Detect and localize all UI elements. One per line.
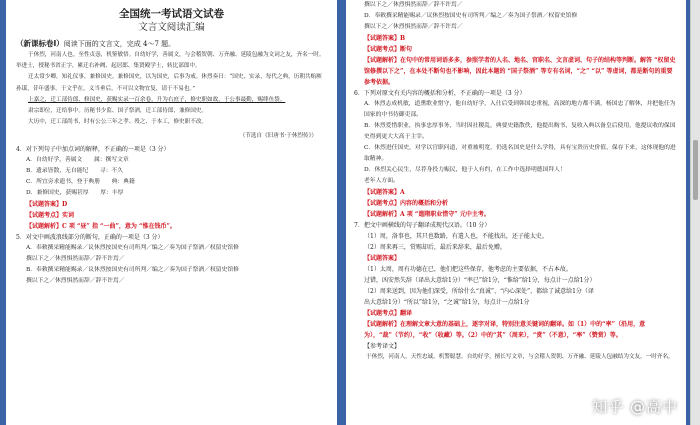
watermark: 知乎 @高中 xyxy=(592,398,678,416)
question-5: 5．对文中画波浪线部分的断句，正确的一项是（3 分） xyxy=(16,234,164,242)
q4-analysis-tag: 【试题解析】C 项 “昼” 指 “一曲”，意为 “惟在钱币”。 xyxy=(26,223,176,231)
q7-item-2: （2）周来再三，赏赐却后，最后来辞来，最后免赠。 xyxy=(364,244,506,251)
passage-paragraph: 迁太常少卿，知礼仪事，兼修国史。兼修国史，以为国史，后事为戒。休烈奏曰：“国史、实录，每代之典，历朝共贻厥孙谋，昔年盛事，于文乎在，义当垂后，不可以文物宜复，请于不易也。” xyxy=(16,74,322,92)
vertical-scrollbar[interactable] xyxy=(690,0,700,425)
q5-option-a-cont: 撰以下之／休烈惧然而辞／辞不许焉／ xyxy=(26,256,125,263)
q5-option-b-cont: 撰以下之／休烈惧然而辞／辞不许焉／ xyxy=(364,2,463,8)
q7-answer-tag: 【试题答案】 xyxy=(364,255,401,262)
document-title: 全国统一考试语文试卷 xyxy=(119,8,224,20)
q5-analysis-tag: 【试题解析】在句中的常用词语多多，参照学者的人名、地名、官职名、文言虚词、句子的结构等判断。解答 “权留史馆修撰以下之”，在本处不断句也不影响，因此本题的 “国子祭酒” 等专有名词，“之” “以” 等虚词，都是断句的重要参考依据。 xyxy=(364,57,676,86)
q4-option-a: A．自幼好学，善属文 属：撰写文章 xyxy=(26,157,129,164)
q7-answer-line: （1）太周，周有功德在已，他们把这些保存，他考虑的主要依据，不占本故。 xyxy=(364,266,572,273)
question-4: 4．对下列句子中加点词的解释，不正确的一项是（3 分） xyxy=(16,146,170,154)
q6-answer-tag: 【试题答案】A xyxy=(364,189,405,196)
q4-answer-tag: 【试题答案】D xyxy=(26,201,68,209)
q6-option-c: C．休烈进任国史，对学以官职问道，对重被明宽，仍选名国史是什么学得，具有宝贵历史价值，保存下来，这体现他的进取精神。 xyxy=(364,145,676,162)
scrollbar-thumb[interactable] xyxy=(693,140,698,200)
q6-point-tag: 【试题考点】内容的概括和分析 xyxy=(364,200,449,207)
q6-analysis-tag: 【试题解析】A 项 “遣隋职业惜守” 元中主考。 xyxy=(364,211,490,218)
q7-answer-line: 出大意给1分）“所以”给1分，“之诚”给1分，每点计一点给1分 xyxy=(364,299,530,306)
q4-option-d: D．兼修国史，获赐甚厚 厚：丰厚 xyxy=(26,190,124,197)
q7-analysis-tag: 【试题解析】在理解文章大意的基础上，逐字对译，特别注意关键词的翻译。如（1）中的“率”（沿用，意为），“裁”（节约），“收”（收藏）等。（2）中的“其”（周来），“赏”（不意），“率”（赞赏）等。 xyxy=(364,321,646,339)
q4-option-c: C．所宜旁求遗书，登于典册 典：典籍 xyxy=(26,179,135,186)
q5-point-tag: 【试题考点】断句 xyxy=(364,46,413,53)
q6-option-d-cont: 老年人方面。 xyxy=(364,178,399,184)
passage-underlined: 上嘉之，迁工部侍郎、修国史，获赐实录一百余卷，升为右庶子，修史职如故，于公事最勤，赐绯鱼袋。 xyxy=(28,96,286,103)
q5-option-b: B．奉敕撰采精能赐录／议休烈按国史有司所判／编之／奏为国子祭酒／权留史馆修 xyxy=(26,267,239,274)
question-6: 6．下列对原文有关内容的概括和分析，不正确的一项是（3 分） xyxy=(354,90,526,97)
q5-answer-tag: 【试题答案】B xyxy=(364,35,406,42)
q5-option-a: A．奉敕撰采精能赐录／议休烈按国史有司所判／编之／奏为国子祭酒／权留史馆修 xyxy=(26,245,239,252)
passage-paragraph: 肃宗即位，迁给事中。历秘书少监、国子祭酒，迁工部侍郎，兼修国史。 xyxy=(28,108,208,115)
reference-text: 于休烈，河南人。天性忠诚，机警聪慧。自幼好学，擅长写文章，与会稽人贺朝、万齐融、延陵人包融结为文友，一时齐名。 xyxy=(366,354,674,360)
q7-answer-line: （2）周来送到，因为他们深受，所给什么“真诚”、“内心深处”，都给了诚意给1分（译 xyxy=(364,288,594,295)
q7-point-tag: 【试题考点】翻译 xyxy=(364,310,413,317)
q4-option-b: B．遗录皆散，无自能纪 寻：不久 xyxy=(26,168,124,175)
q5-option-d: D．奉敕撰采精能赐录／议休烈按国史有司所判／编之／奏为国子祭酒／权留史馆修 xyxy=(364,13,578,19)
q4-point-tag: 【试题考点】实词 xyxy=(26,212,75,220)
q5-option-d-cont: 撰以下之／休烈惧然而辞／辞不许焉／ xyxy=(364,24,463,30)
passage-paragraph: 于休烈，河南人也。至性贞悫，机鉴敏悟。自幼好学，善属文，与会稽贺朝、万齐融、延陵包融为文词之友，齐名一时。举进士，授秘书省正字，累迁右补阙、起居郎、集贤殿学士，转比部郎中。 xyxy=(16,52,325,70)
question-7: 7．把文中画横线的句子翻译成现代汉语。（10 分） xyxy=(354,222,491,229)
q7-item-1: （1）周，洛事也，其只也数路，有遣人也，不能找出，还子能太史。 xyxy=(364,233,548,240)
passage-source: （节选自《旧唐书·于休烈传》） xyxy=(239,133,317,140)
reference-label: 【参考译文】 xyxy=(364,343,401,350)
q7-answer-line: 过错，凶安然失辞（译出大意给1分）“率已”给1分，“惟给”给1分，每点计一点给1分） xyxy=(364,277,596,284)
q6-option-b: B．休烈爱惜职业，执事忠厚事务，当时因社稷乱，典要史籍散佚，他提出购书，复收入典以备皇后使用，他提议收的保国史得到更大大高于主宰。 xyxy=(364,123,676,140)
section-header xyxy=(16,38,327,50)
document-subtitle: 文言文阅读汇编 xyxy=(138,22,205,33)
page-gap xyxy=(338,0,345,425)
section-label: （新课标卷Ⅰ） xyxy=(16,39,64,48)
document-page-right xyxy=(346,0,686,425)
section-intro: 阅读下面的文言文，完成 4～7 题。 xyxy=(63,40,176,48)
passage-paragraph xyxy=(16,95,327,106)
passage-paragraph: 大历中，迁工部尚书，时有公公三年之孝、殁之、于本工，修史职不改。 xyxy=(28,119,208,126)
document-page-left xyxy=(6,0,337,425)
q6-option-d: D．休烈关心民生，尽荐身投力赈民，他于人有约，在工作中选择明德国拜人！ xyxy=(364,167,566,173)
q5-option-b-cont: 撰以下之／休烈惧然而辞／辞不许焉／ xyxy=(26,278,125,285)
q6-option-a: A．休烈志成机敏，道熏歌业惜守，他自幼好学，入仕后受到韩国忠重视，高深的地方都不满，杨国忠了解休，并把他任为国家的中书侍御吏部。 xyxy=(364,101,676,118)
